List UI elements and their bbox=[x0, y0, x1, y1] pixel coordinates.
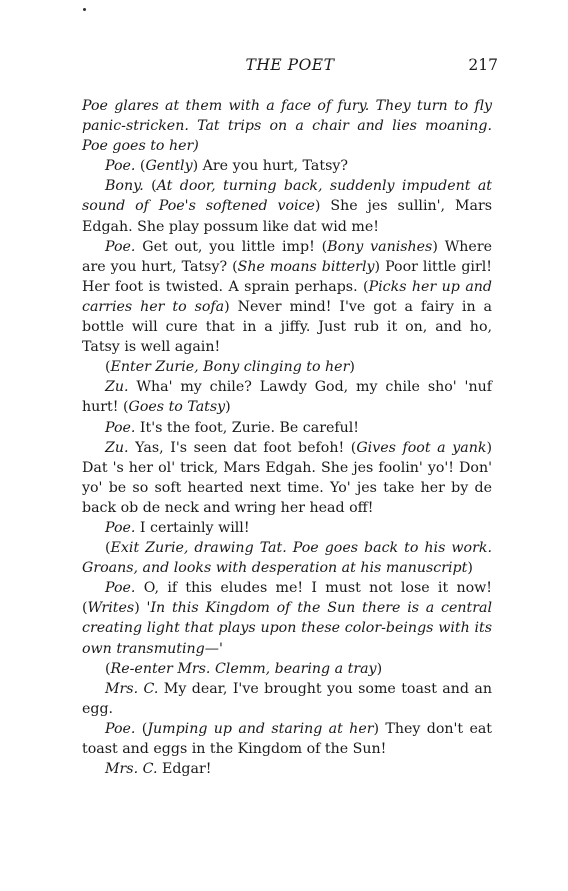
text-run: Wha' my chile? Lawdy God, my chile sho' 'nuf hurt! ( bbox=[82, 379, 492, 416]
text-run: My dear, I've brought you some toast and an egg. bbox=[82, 680, 492, 717]
italic-text: Poe. bbox=[105, 158, 136, 175]
italic-text: Picks her up and carries her to sofa bbox=[82, 278, 492, 315]
page-number: 217 bbox=[468, 56, 498, 74]
paragraph bbox=[82, 679, 492, 719]
text-run: ) Dat 's her ol' trick, Mars Edgah. She jes foolin' yo'! Don' yo' be so soft hearted next time. Yo' jes take her by de back ob de neck and wring her head off! bbox=[82, 439, 493, 516]
italic-text: Poe glares at them with a face of fury. They turn to fly panic-stricken. Tat trips on a chair and lies moaning. Poe goes to her) bbox=[82, 98, 492, 155]
paragraph bbox=[82, 96, 492, 156]
paragraph bbox=[82, 176, 492, 236]
italic-text: Zu. bbox=[105, 439, 129, 456]
text-run: ) bbox=[467, 560, 473, 577]
running-header bbox=[82, 56, 498, 78]
italic-text: Poe. bbox=[105, 720, 136, 737]
paragraph bbox=[82, 237, 492, 358]
italic-text: Mrs. C. bbox=[105, 761, 158, 778]
paragraph bbox=[82, 578, 492, 658]
italic-text: Zu. bbox=[105, 379, 129, 396]
text-run: It's the foot, Zurie. Be careful! bbox=[135, 419, 359, 436]
text-run: ) Are you hurt, Tatsy? bbox=[192, 158, 348, 175]
text-run: ) bbox=[225, 399, 231, 416]
text-run: ( bbox=[135, 158, 146, 175]
italic-text: Bony. bbox=[105, 178, 144, 195]
italic-text: Poe. bbox=[105, 580, 136, 597]
italic-text: Gently bbox=[145, 158, 193, 175]
running-title: THE POET bbox=[245, 56, 335, 74]
text-run: Yas, I's seen dat foot befoh! ( bbox=[128, 439, 357, 456]
text-run: ) bbox=[349, 359, 355, 376]
italic-text: Enter Zurie, Bony clinging to her bbox=[110, 359, 350, 376]
text-run: O, if this eludes me! I must not lose it now! ( bbox=[82, 580, 492, 617]
paragraph bbox=[82, 538, 492, 578]
italic-text: Jumping up and staring at her bbox=[147, 720, 374, 737]
text-run: ) bbox=[376, 660, 383, 677]
text-run: ' bbox=[218, 640, 223, 657]
italic-text: Poe. bbox=[105, 419, 136, 436]
text-run: ( bbox=[105, 359, 111, 376]
text-run: ) Where are you hurt, Tatsy? ( bbox=[82, 238, 493, 275]
text-run: ( bbox=[135, 720, 148, 737]
text-run: Edgar! bbox=[157, 761, 212, 778]
text-run: ( bbox=[143, 178, 157, 195]
italic-text: Mrs. C. bbox=[105, 680, 159, 697]
text-run: I certainly will! bbox=[135, 519, 250, 536]
paragraph bbox=[82, 377, 492, 417]
paragraph bbox=[82, 719, 492, 759]
paragraph bbox=[82, 438, 492, 518]
text-run: ( bbox=[105, 660, 111, 677]
paragraph bbox=[82, 357, 492, 377]
text-run: Get out, you little imp! ( bbox=[135, 238, 328, 255]
italic-text: In this Kingdom of the Sun there is a central creating light that plays upon these color-beings with its own transmuting— bbox=[82, 600, 493, 657]
italic-text: Poe. bbox=[105, 519, 136, 536]
italic-text: Goes to Tatsy bbox=[128, 399, 226, 416]
text-run: ) Never mind! I've got a fairy in a bottle will cure that in a jiffy. Just rub it on, and ho, Tatsy is well again! bbox=[82, 298, 492, 356]
italic-text: Bony vanishes bbox=[327, 238, 433, 255]
italic-text: At door, turning back, suddenly impudent at sound of Poe's softened voice bbox=[82, 178, 492, 215]
text-run: ) Poor little girl! Her foot is twisted. A sprain perhaps. ( bbox=[82, 258, 492, 295]
paragraph bbox=[82, 518, 492, 538]
italic-text: Re-enter Mrs. Clemm, bearing a tray bbox=[110, 660, 377, 677]
italic-text: Exit Zurie, drawing Tat. Poe goes back to his work. Groans, and looks with desperation at his manuscript bbox=[82, 540, 492, 577]
paragraph bbox=[82, 156, 492, 176]
paragraph bbox=[82, 759, 492, 779]
text-run: ) ' bbox=[134, 600, 151, 617]
text-run: ) They don't eat toast and eggs in the Kingdom of the Sun! bbox=[82, 720, 492, 757]
italic-text: Poe. bbox=[105, 238, 136, 255]
paragraph bbox=[82, 418, 492, 438]
italic-text: Writes bbox=[87, 600, 135, 617]
page-body bbox=[82, 96, 492, 779]
paragraph bbox=[82, 659, 492, 679]
text-run: ) She jes sullin', Mars Edgah. She play possum like dat wid me! bbox=[82, 198, 493, 235]
text-run: ( bbox=[105, 540, 111, 557]
speck-mark bbox=[83, 8, 86, 11]
italic-text: She moans bitterly bbox=[237, 258, 375, 275]
italic-text: Gives foot a yank bbox=[356, 439, 487, 456]
